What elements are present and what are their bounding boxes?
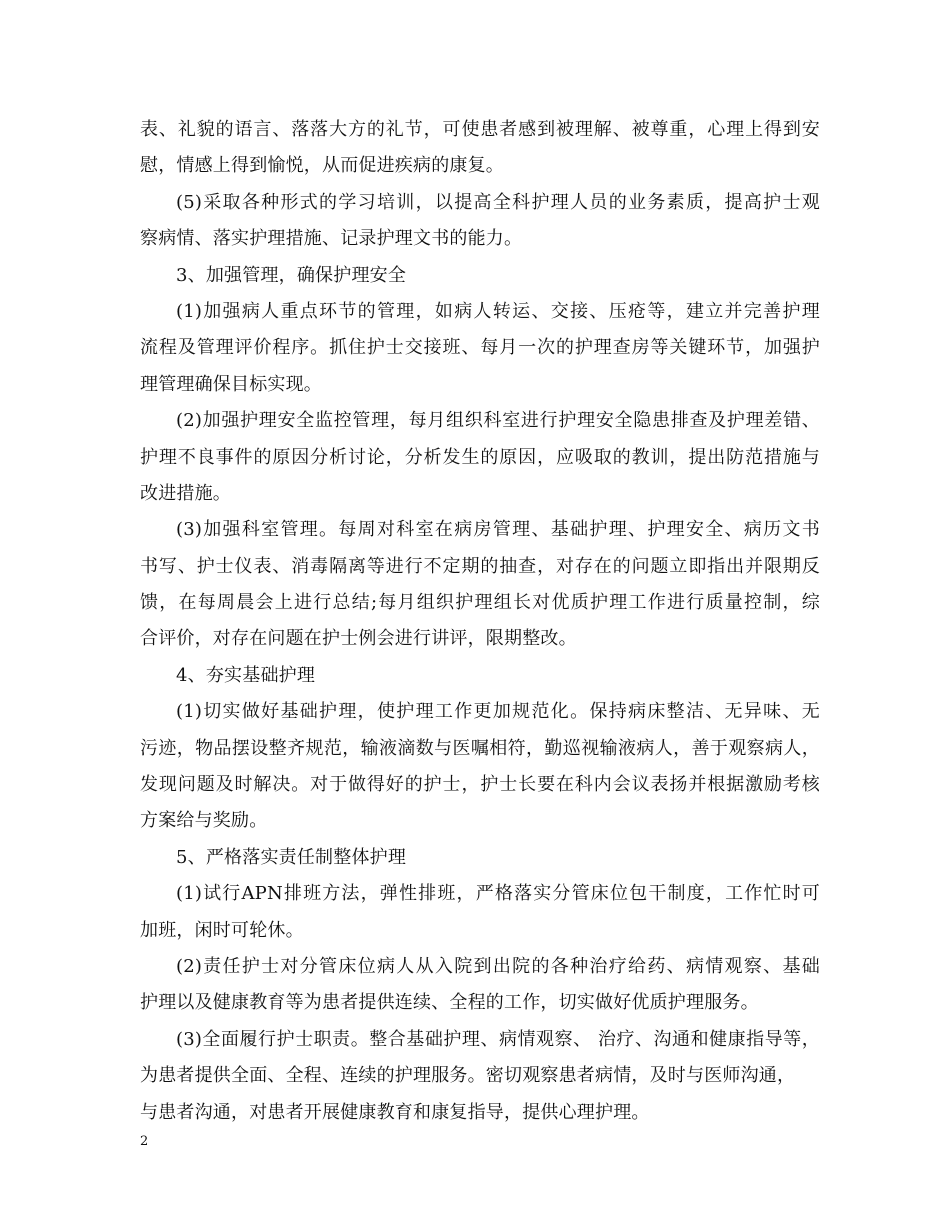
text-line: 加班，闲时可轮休。 [140, 919, 304, 941]
section-heading: 3、加强管理，确保护理安全 [176, 264, 407, 286]
text-line: 理管理确保目标实现。 [140, 373, 322, 395]
section-heading: 5、严格落实责任制整体护理 [176, 846, 407, 868]
text-line: 流程及管理评价程序。抓住护士交接班、每月一次的护理查房等关键环节，加强护 [140, 337, 820, 359]
text-line: 护理不良事件的原因分析讨论，分析发生的原因，应吸取的教训，提出防范措施与 [140, 446, 820, 468]
text-line: 与患者沟通，对患者开展健康教育和康复指导，提供心理护理。 [140, 1101, 650, 1123]
text-line: (3)全面履行护士职责。整合基础护理、病情观察、 治疗、沟通和健康指导等， [176, 1028, 820, 1050]
section-heading: 4、夯实基础护理 [176, 664, 316, 686]
text-line: 方案给与奖励。 [140, 810, 268, 832]
text-line: 护理以及健康教育等为患者提供连续、全程的工作，切实做好优质护理服务。 [140, 992, 759, 1014]
text-line: 发现问题及时解决。对于做得好的护士，护士长要在科内会议表扬并根据激励考核 [140, 774, 820, 796]
text-line: 馈，在每周晨会上进行总结;每月组织护理组长对优质护理工作进行质量控制，综 [140, 592, 820, 614]
text-line: (5)采取各种形式的学习培训，以提高全科护理人员的业务素质，提高护士观 [176, 191, 820, 213]
text-line: 表、礼貌的语言、落落大方的礼节，可使患者感到被理解、被尊重，心理上得到安 [140, 119, 820, 140]
text-line: 书写、护士仪表、消毒隔离等进行不定期的抽查，对存在的问题立即指出并限期反 [140, 555, 820, 577]
text-line: 察病情、落实护理措施、记录护理文书的能力。 [140, 228, 523, 250]
text-line: 污迹，物品摆设整齐规范，输液滴数与医嘱相符，勤巡视输液病人，善于观察病人， [140, 737, 820, 759]
text-line: (3)加强科室管理。每周对科室在病房管理、基础护理、护理安全、病历文书 [176, 519, 820, 541]
text-line: (1)切实做好基础护理，使护理工作更加规范化。保持病床整洁、无异味、无 [176, 701, 820, 723]
text-line: 为患者提供全面、全程、连续的护理服务。密切观察患者病情，及时与医师沟通， [140, 1065, 796, 1087]
text-line: 合评价，对存在问题在护士例会进行讲评，限期整改。 [140, 628, 577, 650]
text-line: (1)试行APN排班方法，弹性排班，严格落实分管床位包干制度，工作忙时可 [176, 883, 820, 905]
text-line: (1)加强病人重点环节的管理，如病人转运、交接、压疮等，建立并完善护理 [176, 300, 820, 322]
body-text [140, 112, 820, 1131]
text-line: 慰，情感上得到愉悦，从而促进疾病的康复。 [140, 155, 504, 177]
text-line: (2)加强护理安全监控管理，每月组织科室进行护理安全隐患排查及护理差错、 [176, 410, 820, 432]
text-line: (2)责任护士对分管床位病人从入院到出院的各种治疗给药、病情观察、基础 [176, 955, 820, 977]
page-number: 2 [140, 1134, 149, 1149]
text-line: 改进措施。 [140, 482, 231, 504]
